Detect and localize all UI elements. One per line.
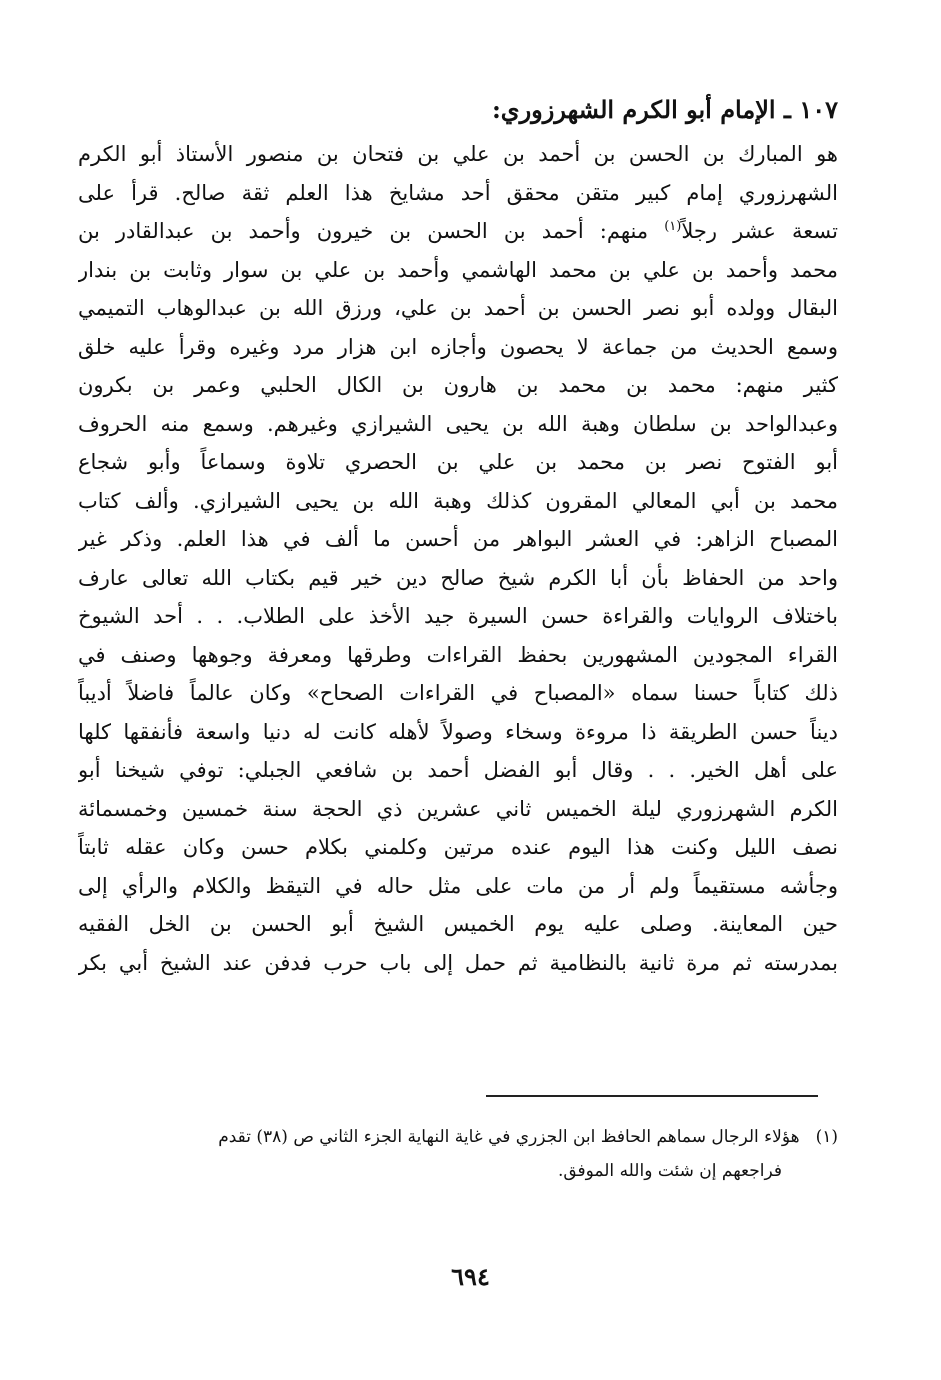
body-line: على أهل الخير. . . وقال أبو الفضل أحمد بن شافعي الجبلي: توفي شيخنا أبو bbox=[78, 758, 838, 782]
page-number: ٦٩٤ bbox=[451, 1262, 490, 1291]
body-line bbox=[78, 212, 838, 251]
body-line: القراء المجودين المشهورين بحفظ القراءات وطرقها ومعرفة وجوهها وصنف في bbox=[78, 642, 838, 667]
footnote-line: فراجعهم إن شئت والله الموفق. bbox=[557, 1161, 782, 1181]
body-line: حين المعاينة. وصلى عليه يوم الخميس الشيخ أبو الحسن بن الخل الفقيه bbox=[78, 912, 838, 936]
body-line: بمدرسته ثم مرة ثانية بالنظامية ثم حمل إلى باب حرب فدفن عند الشيخ أبي بكر bbox=[78, 950, 838, 975]
body-line: ذلك كتاباً حسنا سماه «المصباح في القراءات الصحاح» وكان عالماً فاضلاً أديباً bbox=[78, 681, 838, 705]
entry-title: ١٠٧ ـ الإمام أبو الكرم الشهرزوري: bbox=[491, 95, 838, 124]
body-line: وجأشه مستقيماً ولم أر من مات على مثل حاله في التيقظ والكلام والرأي إلى bbox=[78, 873, 838, 898]
body-line: أبو الفتوح نصر بن محمد بن علي بن الحصري تلاوة وسماعاً وأبو شجاع bbox=[78, 450, 838, 474]
body-line: الكرم الشهرزوري ليلة الخميس ثاني عشرين ذي الحجة سنة خمسين وخمسمائة bbox=[78, 796, 838, 821]
footnote-number: (١) bbox=[815, 1127, 838, 1147]
body-line: المصباح الزاهر: في العشر البواهر من أحسن ما ألف في هذا العلم. وذكر غير bbox=[78, 527, 838, 551]
body-line: وعبدالواحد بن سلطان وهبة الله بن يحيى الشيرازي وغيرهم. وسمع منه الحروف bbox=[78, 411, 838, 436]
body-line: نصف الليل وكنت هذا اليوم عنده مرتين وكلمني بكلام حسن وكان عقله ثابتاً bbox=[78, 835, 838, 859]
body-line: هو المبارك بن الحسن بن أحمد بن علي بن فتحان بن منصور الأستاذ أبو الكرم bbox=[78, 142, 838, 166]
body-line-continuation: منهم: أحمد بن الحسن بن خيرون وأحمد بن عبدالقادر بن bbox=[78, 219, 665, 243]
footnote-divider bbox=[486, 1095, 818, 1097]
body-line: البقال وولده أبو نصر الحسن بن أحمد بن علي، ورزق الله بن عبدالوهاب التميمي bbox=[78, 296, 838, 320]
body-line: ديناً حسن الطريقة ذا مروءة وسخاء وصولاً لأهله كانت له دنيا واسعة فأنفقها كلها bbox=[78, 719, 838, 744]
body-line: كثير منهم: محمد بن محمد بن هارون بن الكال الحلبي وعمر بن بكرون bbox=[78, 373, 838, 397]
footnote-text: هؤلاء الرجال سماهم الحافظ ابن الجزري في غاية النهاية الجزء الثاني ص (٣٨) تقدم bbox=[218, 1127, 800, 1147]
biography-body bbox=[78, 135, 838, 982]
body-line: محمد بن أبي المعالي المقرون كذلك وهبة الله بن يحيى الشيرازي. وألف كتاب bbox=[78, 488, 838, 513]
body-line: وسمع الحديث من جماعة لا يحصون وأجازه ابن هزار مرد وغيره وقرأ عليه خلق bbox=[78, 334, 838, 359]
body-line: الشهرزوري إمام كبير متقن محقق أحد مشايخ هذا العلم ثقة صالح. قرأ على bbox=[78, 180, 838, 205]
footnote bbox=[78, 1120, 838, 1188]
footnote-marker[interactable]: (١) bbox=[664, 219, 682, 234]
body-line: محمد وأحمد بن علي بن محمد الهاشمي وأحمد بن علي بن سوار وثابت بن بندار bbox=[78, 257, 838, 282]
body-line: واحد من الحفاظ بأن أبا الكرم شيخ صالح دين خير قيم بكتاب الله تعالى عارف bbox=[78, 565, 838, 590]
footnote-line bbox=[78, 1120, 838, 1154]
body-line-start: تسعة عشر رجلاً bbox=[681, 219, 838, 243]
body-line: باختلاف الروايات والقراءة حسن السيرة جيد الأخذ على الطلاب. . . أحد الشيوخ bbox=[78, 604, 838, 628]
